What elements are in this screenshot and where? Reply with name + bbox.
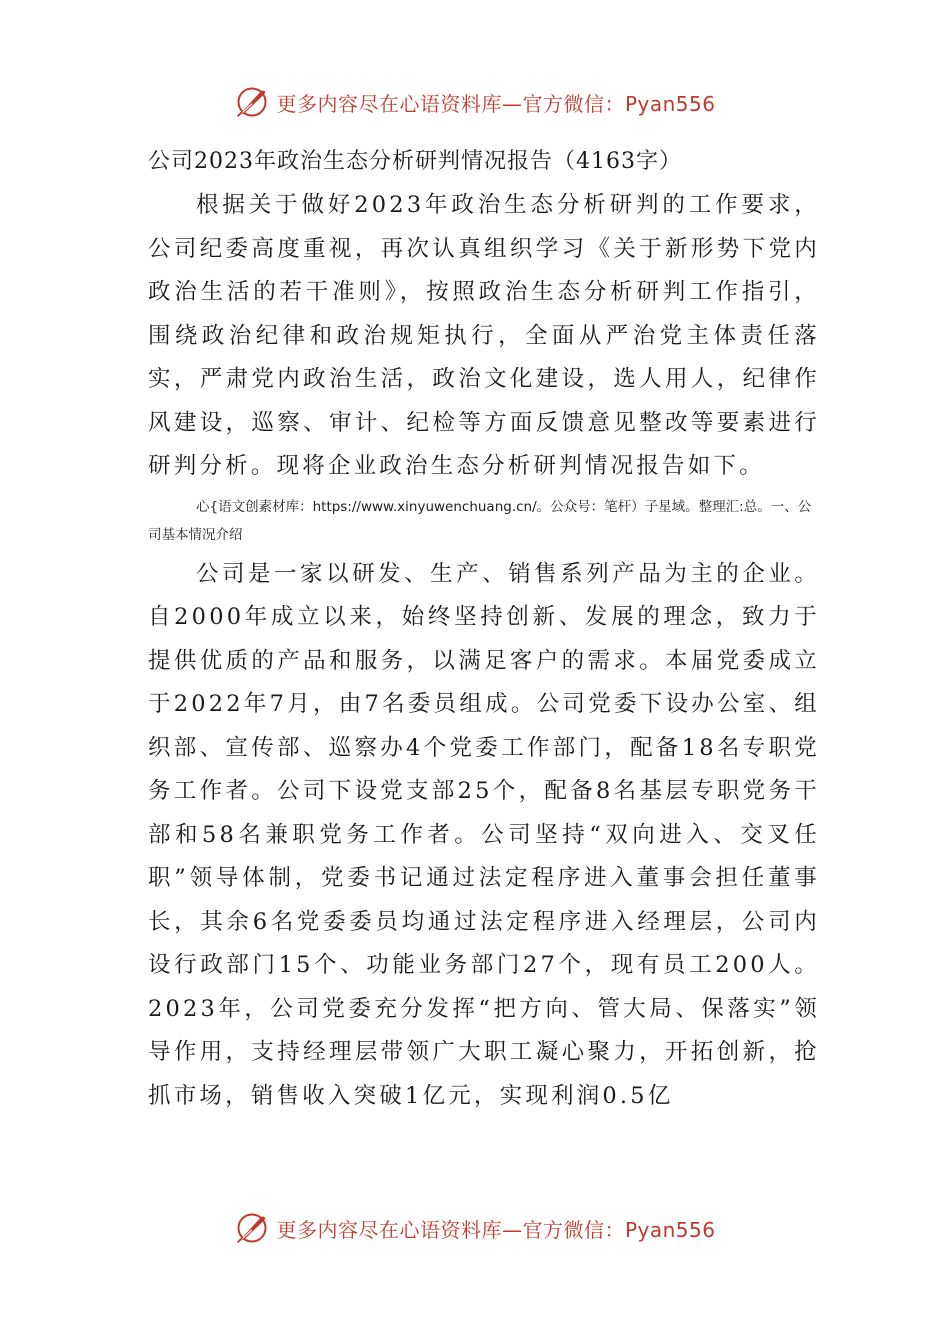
footer-banner-text: 更多内容尽在心语资料库—官方微信：Pyan556 — [276, 1217, 716, 1242]
document-title: 公司2023年政治生态分析研判情况报告（4163字） — [148, 149, 682, 174]
document-body — [148, 140, 820, 1118]
header-banner-text: 更多内容尽在心语资料库—官方微信：Pyan556 — [276, 91, 716, 116]
footer-banner — [0, 1208, 950, 1248]
paragraph-company-overview: 公司是一家以研发、生产、销售系列产品为主的企业。自2000年成立以来，始终坚持创新、发展的理念，致力于提供优质的产品和服务，以满足客户的需求。本届党委成立于2022年7月，由7名委员组成。公司党委下设办公室、组织部、宣传部、巡察办4个党委工作部门，配备18名专职党务工作者。公司下设党支部25个，配备8名基层专职党务干部和58名兼职党务工作者。公司坚持“双向进入、交叉任职”领导体制，党委书记通过法定程序进入董事会担任董事长，其余6名党委委员均通过法定程序进入经理层，公司内设行政部门15个、功能业务部门27个，现有员工200人。2023年，公司党委充分发挥“把方向、管大局、保落实”领导作用，支持经理层带领广大职工凝心聚力，开拓创新，抢抓市场，销售收入突破1亿元，实现利润0.5亿 — [148, 560, 820, 1109]
quill-pen-logo-icon — [234, 1210, 270, 1246]
quill-pen-logo-icon — [234, 84, 270, 120]
source-note: 心{语文创素材库：https://www.xinyuwenchuang.cn/。公众号：笔杆）子星域。整理汇:总。一、公司基本情况介绍 — [148, 498, 812, 543]
paragraph-intro: 根据关于做好2023年政治生态分析研判的工作要求，公司纪委高度重视，再次认真组织学习《关于新形势下党内政治生活的若干准则》，按照政治生态分析研判工作指引，围绕政治纪律和政治规矩执行，全面从严治党主体责任落实，严肃党内政治生活，政治文化建设，选人用人，纪律作风建设，巡察、审计、纪检等方面反馈意见整改等要素进行研判分析。现将企业政治生态分析研判情况报告如下。 — [148, 192, 820, 479]
header-banner — [0, 82, 950, 122]
